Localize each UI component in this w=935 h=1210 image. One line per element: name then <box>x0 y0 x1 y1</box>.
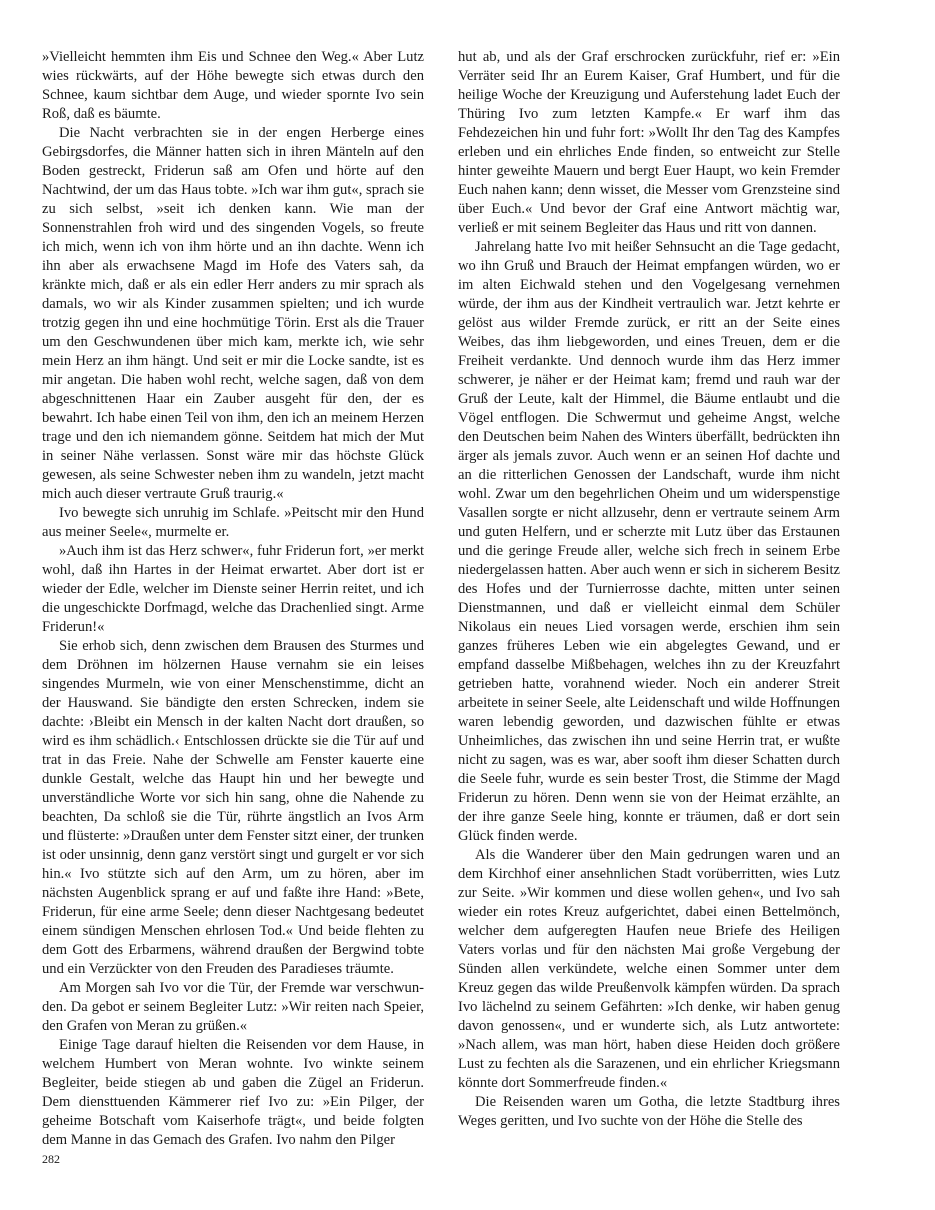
paragraph: Einige Tage darauf hielten die Reisenden vor dem Hause, in welchem Humbert von Meran wohnte. Ivo winkte seinem Begleiter, beide stiegen ab und gaben die Zügel an Friderun. Dem diensttuenden Kämmerer rief Ivo zu: »Ein Pilger, der geheime Botschaft vom Kaiserhofe trägt«, und beide folgten dem Manne in das Gemach des Grafen. Ivo nahm den Pilger <box>42 1037 424 1148</box>
right-text-column <box>458 48 840 1131</box>
paragraph: »Auch ihm ist das Herz schwer«, fuhr Friderun fort, »er merkt wohl, daß ihn Hartes in der Heimat erwartet. Aber dort ist er wieder der Edle, welcher im Dienste seiner Herrin reitet, und ich die ungeschickte Dorfmagd, welche das Drachenlied singt. Arme Friderun!« <box>42 543 424 635</box>
paragraph: Jahrelang hatte Ivo mit heißer Sehnsucht an die Tage gedacht, wo ihn Gruß und Brauch der Heimat empfangen würden, wo er im alten Eichwald stehen und den Vogelgesang vernehmen würde, der ihm aus der Kindheit vertraulich war. Jetzt kehrte er gelöst aus wilder Fremde zurück, er ritt an der Seite eines Weibes, das ihm liebgeworden, und eines Treuen, dem er die Freiheit verdankte. Und dennoch wurde ihm das Herz immer schwerer, je näher er der Heimat kam; fremd und rauh war der Gruß der Leute, kalt der Himmel, die Bäume entlaubt und die Vögel entflogen. Die Schwermut und geheime Angst, welche den Deutschen beim Nahen des Winters überfällt, bedrückten ihn ärger als jemals zuvor. Auch wenn er an seinen Hof dachte und an die ritterlichen Genossen der Landschaft, wurde ihm nicht wohl. Zwar um den begehrlichen Oheim und um widerspenstige Vasallen sorgte er nicht allzusehr, denn er vertraute seinem Arm und guten Helfern, und er scherzte mit Lutz über das Erstaunen und die geringe Freude aller, welche sich frech in seinem Erbe niedergelassen hatten. Aber auch wenn er sich in sicherem Besitz des Hofes und der Turnierrosse dachte, mitten unter seinen Dienstmannen, und daß er vielleicht einmal dem Schüler Nikolaus ein neues Lied vorsagen werde, erschien ihm sein ganzes früheres Leben wie ein abgelegtes Gewand, und er empfand dasselbe Mißbehagen, welches ihn zu der Kreuzfahrt getrieben hatte, vorahnend wieder. Noch ein anderer Streit arbeitete in seiner Seele, alte Leidenschaft und wilde Hoffnungen waren lebendig geworden, und dazwischen fühlte er etwas Unheimliches, das zwischen ihn und seine Herrin trat, er wußte nicht zu sagen, was es war, aber sooft ihm dieser Schatten durch die Seele fuhr, wurde es sein bester Trost, die Stimme der Magd Friderun zu hören. Denn wenn sie von der Heimat erzählte, an der ihre ganze Seele hing, konnte er träumen, daß er dort sein Glück finden werde. <box>458 239 840 844</box>
page-number: 282 <box>42 1152 60 1166</box>
paragraph: Ivo bewegte sich unruhig im Schlafe. »Peitscht mir den Hund aus meiner Seele«, murmelte er. <box>42 505 424 540</box>
paragraph: »Vielleicht hemmten ihm Eis und Schnee den Weg.« Aber Lutz wies rückwärts, auf der Höhe bewegte sich etwas durch den Schnee, kaum sichtbar dem Auge, und wieder spornte Ivo sein Roß, daß es bäumte. <box>42 49 424 122</box>
left-text-column <box>42 48 424 1150</box>
paragraph: Am Morgen sah Ivo vor die Tür, der Fremde war verschwunden. Da gebot er seinem Begleiter Lutz: »Wir reiten nach Speier, den Grafen von Meran zu grüßen.« <box>42 980 424 1034</box>
paragraph: Die Nacht verbrachten sie in der engen Herberge eines Gebirgsdorfes, die Männer hatten sich in ihren Mänteln auf den Boden gestreckt, Friderun saß am Ofen und hörte auf den Nachtwind, der um das Haus tobte. »Ich war ihm gut«, sprach sie zu sich selbst, »seit ich denken kann. Wie man der Sonnenstrahlen froh wird und des singenden Vogels, so freute ich mich, wenn ich von ihm hörte und an ihn dachte. Wenn ich ihn aber als erwachsene Magd im Hofe des Vaters sah, da kränkte mich, daß er als ein edler Herr anders zu mir sprach als damals, wo wir als Kinder zusammen spielten; und ich wurde trotzig gegen ihn und eine hochmütige Törin. Erst als die Trauer um den Geschwundenen über mich kam, merkte ich, wie sehr mein Herz an ihm hängt. Und seit er mir die Locke sandte, ist es mir angetan. Die haben wohl recht, welche sagen, daß von dem abgeschnittenen Haar ein Zauber ausgeht für den, der es bewahrt. Ich habe einen Teil von ihm, den ich an meinem Herzen trage und den ich niemandem gönne. Seitdem hat mich der Mut in seiner Nähe verlassen. Sonst wäre mir das höchste Glück gewesen, als seine Schwester neben ihm zu wandeln, jetzt macht mich auch dieser vertraute Gruß traurig.« <box>42 125 424 502</box>
paragraph: Als die Wanderer über den Main gedrungen waren und an dem Kirchhof einer ansehnlichen Stadt vorüberritten, wies Lutz zur Seite. »Wir kommen und diese wollen gehen«, und Ivo sah wieder ein rotes Kreuz aufgerichtet, dabei einen Bettelmönch, welcher dem aufgeregten Haufen neue Briefe des Heiligen Vaters vorlas und für den nächsten Mai große Vergebung der Sünden allen verkündete, welche einen Sommer unter dem Kreuz gegen das wilde Preußenvolk kämpfen würden. Da sprach Ivo lächelnd zu seinem Gefährten: »Ich denke, wir haben genug davon genossen«, und er wunderte sich, als Lutz antwortete: »Nach allem, was man hört, haben diese Heiden doch größere Lust zu fechten als die Sarazenen, und ein ehrlicher Kriegsmann könnte dort Sommerfreude finden.« <box>458 847 840 1091</box>
paragraph: Die Reisenden waren um Gotha, die letzte Stadtburg ihres Weges geritten, und Ivo suchte von der Höhe die Stelle des <box>458 1094 840 1129</box>
paragraph: Sie erhob sich, denn zwischen dem Brausen des Sturmes und dem Dröhnen im hölzernen Hause vernahm sie ein leises singendes Murmeln, wie von einer Menschenstimme, dicht an der Hauswand. Sie bändigte den ersten Schrecken, indem sie dachte: ›Bleibt ein Mensch in der kalten Nacht dort draußen, so wird es ihm schädlich.‹ Entschlossen drückte sie die Tür auf und trat in das Freie. Nahe der Schwelle am Fenster kauerte eine dunkle Gestalt, welche das Haupt hin und her bewegte und unverständliche Worte vor sich hin sang, ohne die Nahende zu beachten, Da schloß sie die Tür, rührte ängstlich an Ivos Arm und flüsterte: »Draußen unter dem Fenster sitzt einer, der trunken ist oder unsinnig, denn ganz verstört singt und gurgelt er vor sich hin.« Ivo stützte sich auf den Arm, um zu hören, aber im nächsten Augenblick sprang er auf und faßte ihre Hand: »Bete, Friderun, für eine arme Seele; denn dieser Nachtgesang bedeutet einem sündigen Menschen ehrlosen Tod.« Und beide flehten zu dem Gott des Erbarmens, während draußen der Bergwind tobte und ein Verzückter von den Freuden des Paradieses träumte. <box>42 638 424 977</box>
paragraph: hut ab, und als der Graf erschrocken zurückfuhr, rief er: »Ein Verräter seid Ihr an Eurem Kaiser, Graf Humbert, und für die heilige Woche der Kreuzigung und Auferstehung ladet Euch der Thüring Ivo zum letzten Kampfe.« Er warf ihm das Fehdezeichen hin und fuhr fort: »Wollt Ihr den Tag des Kampfes erleben und ein ehrliches Ende finden, so entweicht zur Stelle hinter geweihte Mauern und bergt Euer Haupt, wo kein Fremder Euch nahen kann; denn wisset, die Messer vom Grenzsteine sind über Euch.« Und bevor der Graf eine Antwort mächtig war, verließ er mit seinem Begleiter das Haus und ritt von dannen. <box>458 49 840 236</box>
